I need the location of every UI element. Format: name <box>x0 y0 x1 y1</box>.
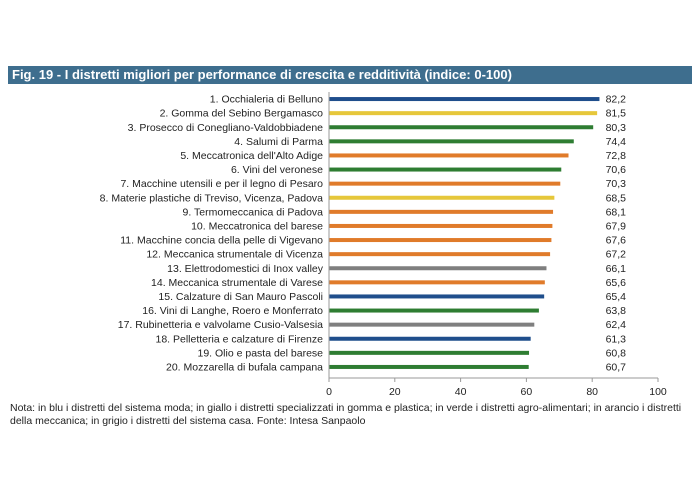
category-label: 17. Rubinetteria e valvolame Cusio-Valsesia <box>117 319 323 332</box>
bar <box>329 224 552 228</box>
category-label: 20. Mozzarella di bufala campana <box>165 361 323 374</box>
bar <box>329 266 546 270</box>
value-label: 80,3 <box>605 121 626 134</box>
value-label: 63,8 <box>605 305 626 318</box>
bar <box>329 280 545 284</box>
chart-title: Fig. 19 - I distretti migliori per performance di crescita e redditività (indice: 0-100) <box>8 66 692 84</box>
category-label: 11. Macchine concia della pelle di Vigevano <box>120 234 323 247</box>
value-label: 72,8 <box>605 149 626 162</box>
value-label: 66,1 <box>605 262 626 275</box>
bar <box>329 323 534 327</box>
bar <box>329 111 597 115</box>
value-label: 61,3 <box>605 333 626 346</box>
value-label: 74,4 <box>605 135 626 148</box>
category-label: 16. Vini di Langhe, Roero e Monferrato <box>142 305 323 318</box>
value-label: 62,4 <box>605 319 626 332</box>
category-label: 7. Macchine utensili e per il legno di Pesaro <box>120 178 323 191</box>
bar <box>329 337 531 341</box>
value-label: 68,5 <box>605 192 626 205</box>
category-label: 19. Olio e pasta del barese <box>197 347 323 360</box>
bar <box>329 252 550 256</box>
bar <box>329 139 574 143</box>
footnote: Nota: in blu i distretti del sistema moda; in giallo i distretti specializzati in gomma e plastica; in verde i distretti agro-alimentari; in arancio i distretti della meccanica; in grigio i distretti del sistema casa. Fonte: Intesa Sanpaolo <box>10 402 682 427</box>
bar <box>329 294 544 298</box>
bar <box>329 351 529 355</box>
value-label: 68,1 <box>605 206 626 219</box>
category-label: 15. Calzature di San Mauro Pascoli <box>158 290 323 303</box>
category-label: 3. Prosecco di Conegliano-Valdobbiadene <box>127 121 323 134</box>
category-label: 10. Meccatronica del barese <box>191 220 323 233</box>
bar <box>329 196 554 200</box>
x-tick-label: 40 <box>454 386 467 398</box>
value-label: 70,6 <box>605 164 626 177</box>
category-label: 14. Meccanica strumentale di Varese <box>151 276 323 289</box>
bar <box>329 365 529 369</box>
category-label: 12. Meccanica strumentale di Vicenza <box>146 248 323 261</box>
value-label: 67,6 <box>605 234 626 247</box>
category-label: 18. Pelletteria e calzature di Firenze <box>155 333 323 346</box>
value-label: 60,7 <box>605 361 626 374</box>
bar <box>329 238 551 242</box>
bar <box>329 168 561 172</box>
value-label: 81,5 <box>605 107 626 120</box>
category-label: 2. Gomma del Sebino Bergamasco <box>159 107 323 120</box>
bar <box>329 210 553 214</box>
category-label: 8. Materie plastiche di Treviso, Vicenza, Padova <box>99 192 323 205</box>
bar <box>329 97 599 101</box>
category-label: 4. Salumi di Parma <box>234 135 323 148</box>
value-label: 67,2 <box>605 248 626 261</box>
category-label: 1. Occhialeria di Belluno <box>209 93 323 106</box>
bar <box>329 182 560 186</box>
x-tick-label: 80 <box>586 386 599 398</box>
x-tick-label: 100 <box>649 386 667 398</box>
category-label: 6. Vini del veronese <box>230 164 323 177</box>
value-label: 82,2 <box>605 93 626 106</box>
x-tick-label: 20 <box>388 386 401 398</box>
value-label: 67,9 <box>605 220 626 233</box>
value-label: 65,6 <box>605 276 626 289</box>
category-label: 5. Meccatronica dell'Alto Adige <box>180 149 323 162</box>
category-label: 13. Elettrodomestici di Inox valley <box>167 262 323 275</box>
category-label: 9. Termomeccanica di Padova <box>182 206 323 219</box>
value-label: 60,8 <box>605 347 626 360</box>
x-tick-label: 60 <box>520 386 533 398</box>
bar <box>329 153 569 157</box>
bar-chart <box>0 84 700 400</box>
bar <box>329 309 539 313</box>
x-tick-label: 0 <box>326 386 332 398</box>
bar <box>329 125 593 129</box>
value-label: 70,3 <box>605 178 626 191</box>
value-label: 65,4 <box>605 290 626 303</box>
